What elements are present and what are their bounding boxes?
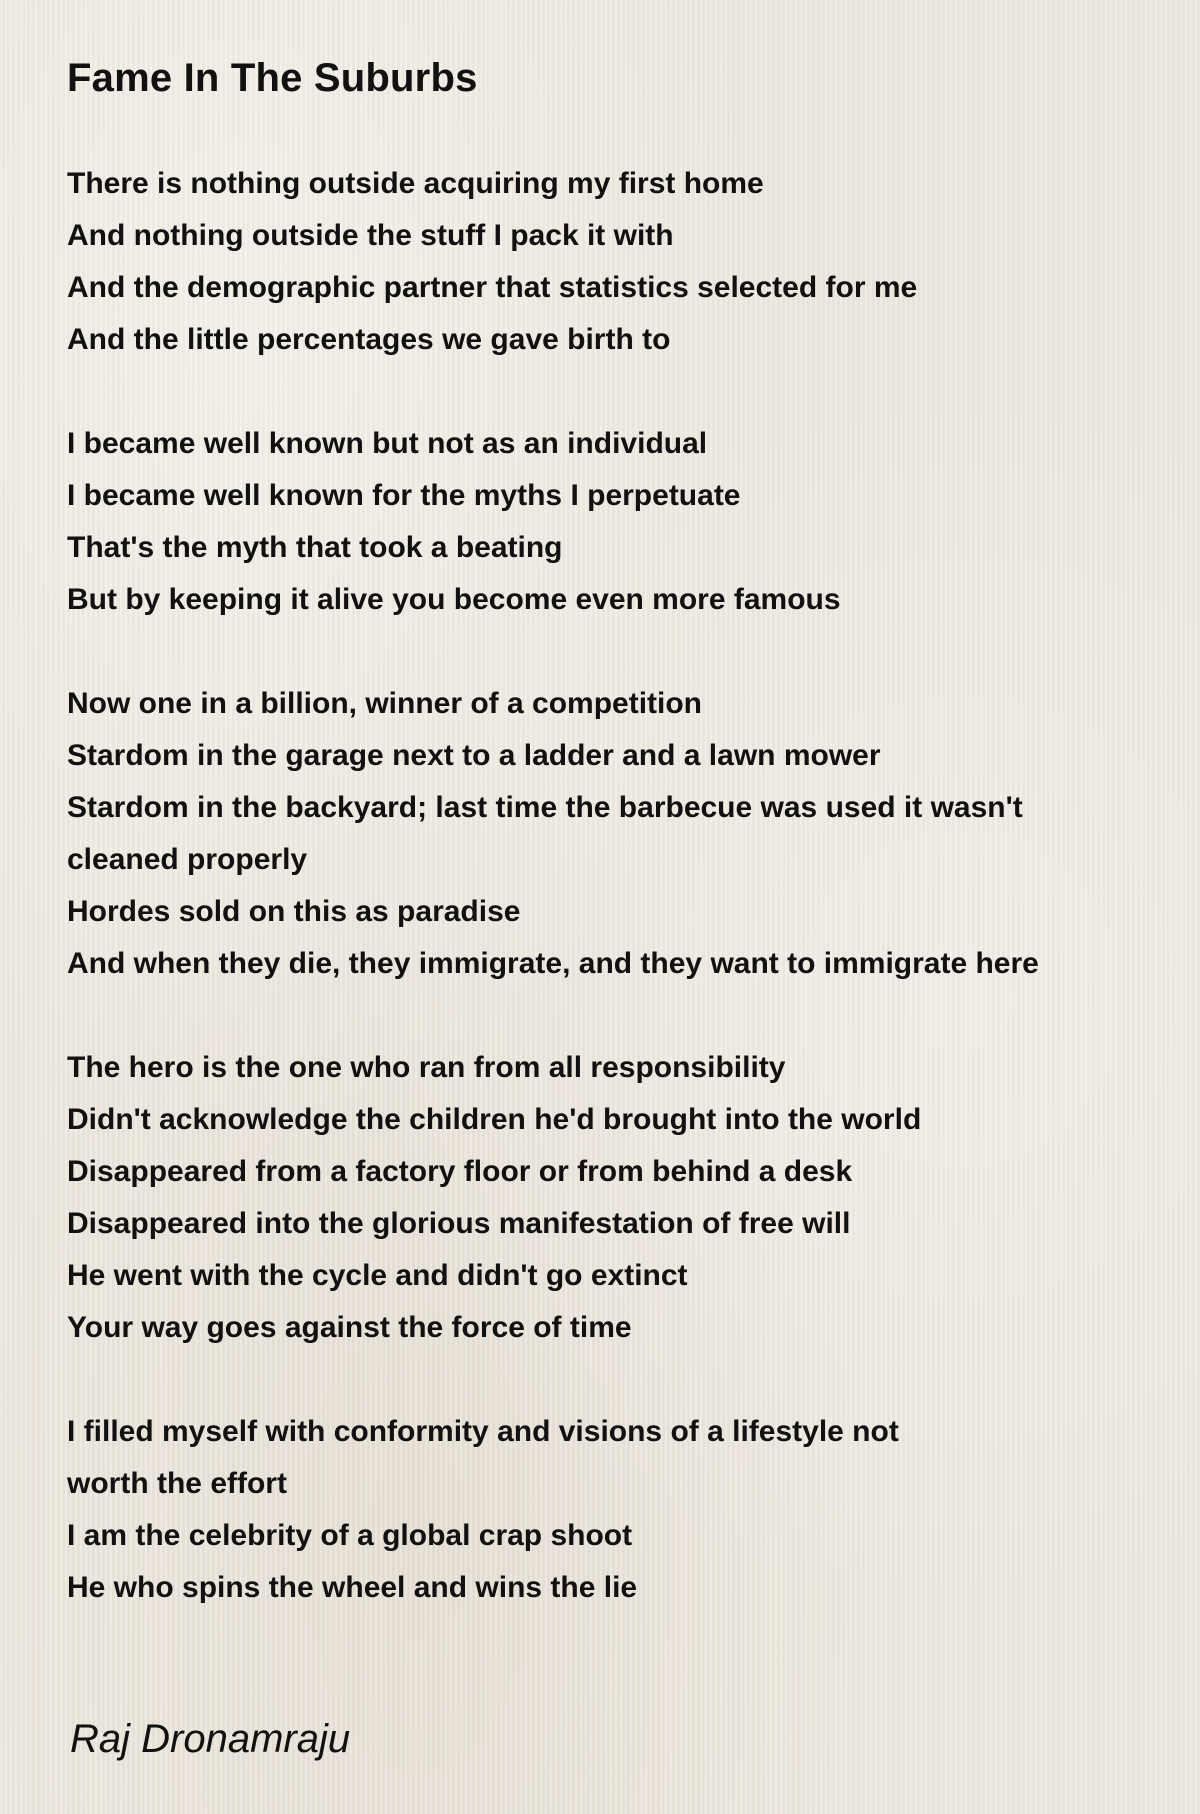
poem-title: Fame In The Suburbs [67, 56, 478, 100]
poem-line: There is nothing outside acquiring my first home [67, 167, 764, 200]
poem-line: And when they die, they immigrate, and they want to immigrate here [67, 947, 1039, 980]
poem-line: And nothing outside the stuff I pack it with [67, 219, 674, 252]
poem-line: He who spins the wheel and wins the lie [67, 1571, 638, 1604]
poem-line: cleaned properly [67, 843, 308, 876]
stanza-4 [67, 1042, 1157, 1354]
stanza-3 [67, 678, 1157, 990]
poem-line: The hero is the one who ran from all responsibility [67, 1051, 786, 1084]
poem-line: Disappeared from a factory floor or from behind a desk [67, 1155, 853, 1188]
stanza-5 [67, 1406, 1157, 1614]
poem-author: Raj Dronamraju [70, 1717, 351, 1761]
poem-line: I became well known but not as an individual [67, 427, 708, 460]
poem-line: That's the myth that took a beating [67, 531, 563, 564]
stanza-2 [67, 418, 1157, 626]
poem-line: Stardom in the backyard; last time the barbecue was used it wasn't [67, 791, 1023, 824]
poem-line: Your way goes against the force of time [67, 1311, 632, 1344]
poem-line: And the little percentages we gave birth to [67, 323, 671, 356]
poem-line: He went with the cycle and didn't go extinct [67, 1259, 688, 1292]
poem-line: worth the effort [67, 1467, 287, 1500]
poem-line: I became well known for the myths I perpetuate [67, 479, 741, 512]
poem-line: I filled myself with conformity and visions of a lifestyle not [67, 1415, 899, 1448]
poem-line: I am the celebrity of a global crap shoot [67, 1519, 633, 1552]
poem-line: Disappeared into the glorious manifestation of free will [67, 1207, 851, 1240]
poem-body [67, 158, 1157, 1614]
poem-line: Stardom in the garage next to a ladder and a lawn mower [67, 739, 881, 772]
poem-line: Didn't acknowledge the children he'd brought into the world [67, 1103, 922, 1136]
poem-line: Hordes sold on this as paradise [67, 895, 521, 928]
poem-line: But by keeping it alive you become even more famous [67, 583, 841, 616]
stanza-1 [67, 158, 1157, 366]
poem-line: Now one in a billion, winner of a competition [67, 687, 703, 720]
poem-line: And the demographic partner that statistics selected for me [67, 271, 918, 304]
poem-page [67, 46, 1157, 1666]
